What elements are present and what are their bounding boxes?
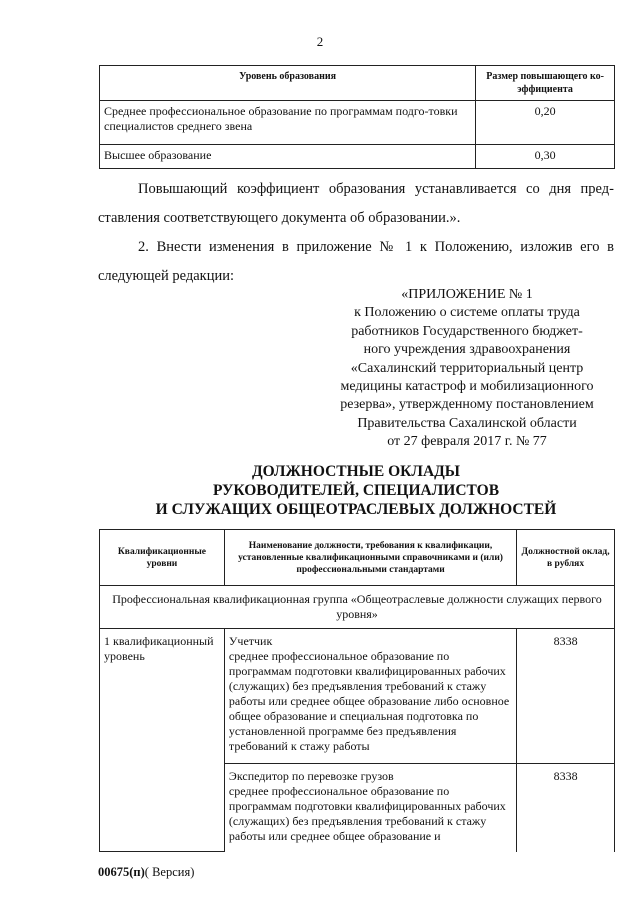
group-row (100, 586, 615, 629)
position-requirements: среднее профессиональное образование по программам подготовки квалифицированных рабочих (служащих) без предъявления требований к стажу работы или среднее общее образование и (228, 784, 506, 843)
qualification-level-cell: 1 квалификационный уровень (100, 629, 225, 852)
table-row (100, 629, 615, 764)
header-coefficient: Размер повышающего ко-эффициента (476, 66, 615, 101)
appendix-line: ного учреждения здравоохранения (363, 342, 571, 358)
education-coefficient-table (99, 65, 615, 169)
appendix-line: медицины катастроф и мобилизационного (340, 379, 594, 395)
title-line: ДОЛЖНОСТНЫЕ ОКЛАДЫ (251, 463, 461, 480)
header-education-level: Уровень образования (100, 66, 476, 101)
appendix-line: работников Государственного бюджет- (351, 323, 583, 339)
position-requirements: среднее профессиональное образование по программам подготовки квалифицированных рабочих (служащих) без предъявления требований к стажу работы или среднее общее образование либо основное общее образование и специальная подготовка по установленной программе без предъявления требований к стажу работы (228, 649, 510, 753)
title-line: РУКОВОДИТЕЛЕЙ, СПЕЦИАЛИСТОВ (212, 482, 500, 499)
appendix-line: к Положению о системе оплаты труда (354, 305, 580, 321)
position-name: Экспедитор по перевозке грузов (228, 769, 394, 783)
paragraph-amendment: 2. Внести изменения в приложение № 1 к Положению, изложив его в следующей редакции: (98, 239, 614, 284)
header-qualification-level: Квалификационные уровни (100, 530, 225, 586)
appendix-line: резерва», утвержденному постановлением (340, 397, 594, 413)
document-code: 00675(п) (98, 865, 145, 879)
table-header-row (100, 66, 615, 101)
coefficient-cell: 0,20 (476, 101, 615, 145)
table-row (100, 101, 615, 145)
appendix-line: Правительства Сахалинской области (357, 415, 577, 431)
position-description-cell (224, 629, 516, 764)
page-number: 2 (316, 34, 324, 49)
table-row (100, 145, 615, 169)
professional-group-cell: Профессиональная квалификационная группа «Общеотраслевые должности служащих первого уровня» (100, 586, 615, 629)
position-name: Учетчик (228, 634, 273, 648)
appendix-line: от 27 февраля 2017 г. № 77 (387, 434, 547, 450)
salary-table (99, 529, 615, 852)
education-level-cell: Среднее профессиональное образование по программам подго-товки специалистов среднего звена (100, 101, 476, 145)
appendix-title: «ПРИЛОЖЕНИЕ № 1 (401, 287, 533, 302)
salary-cell: 8338 (517, 764, 615, 852)
document-title (98, 462, 614, 519)
header-position-requirements: Наименование должности, требования к квалификации, установленные квалификационными справочниками и (или) профессиональными стандартами (224, 530, 516, 586)
education-level-cell: Высшее образование (100, 145, 476, 169)
salary-cell: 8338 (517, 629, 615, 764)
document-version: ( Версия) (144, 865, 195, 879)
coefficient-cell: 0,30 (476, 145, 615, 169)
appendix-line: «Сахалинский территориальный центр (350, 360, 584, 376)
appendix-block (322, 286, 612, 452)
position-description-cell (224, 764, 516, 852)
title-line: И СЛУЖАЩИХ ОБЩЕОТРАСЛЕВЫХ ДОЛЖНОСТЕЙ (155, 501, 557, 518)
header-salary: Должностной оклад, в рублях (517, 530, 615, 586)
paragraph-coefficient-start: Повышающий коэффициент образования устанавливается со дня пред-ставления соответствующего документа об образовании.». (98, 181, 614, 226)
footer-document-code (98, 865, 194, 880)
table-header-row (100, 530, 615, 586)
